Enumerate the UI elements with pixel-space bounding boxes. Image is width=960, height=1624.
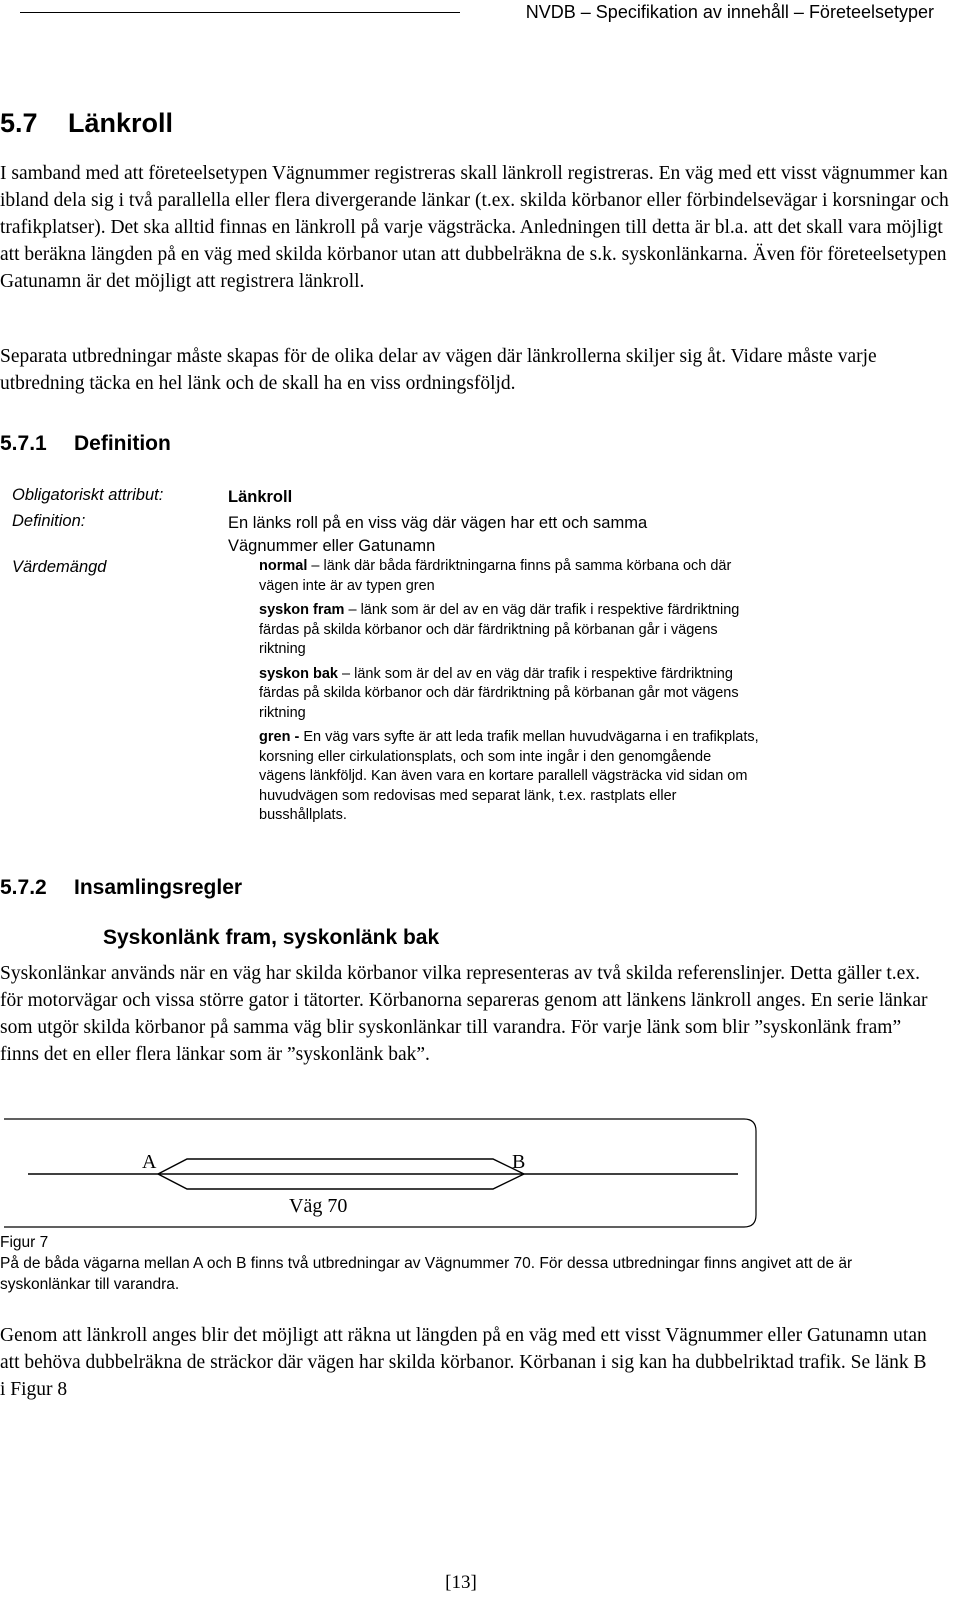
value-item-gren [259, 728, 759, 826]
figure-caption-text: På de båda vägarna mellan A och B finns två utbredningar av Vägnummer 70. För dessa utbredningar finns angivet att de är syskonlänkar till varandra. [0, 1255, 853, 1293]
value-description: länk där båda färdriktningarna finns på samma körbana och där vägen inte är av typen gren [259, 558, 732, 594]
value-term: syskon bak [259, 665, 338, 682]
closing-paragraph: Genom att länkroll anges blir det möjligt att räkna ut längden på en väg med ett visst Vägnummer eller Gatunamn utan att behöva dubbelräkna de sträckor där vägen har skilda körbanor. Körbanan i sig kan ha dubbelriktad trafik. Se länk B i Figur 8 [0, 1325, 927, 1400]
point-a-label: A [142, 1151, 157, 1173]
road-upper-carriageway [158, 1159, 524, 1174]
value-item-syskon-fram: syskon fram – länk som är del av en väg där trafik i respektive färdriktning färdas på skilda körbanor och där färdriktning på körbanan går i vägens riktning [259, 602, 740, 657]
mandatory-attribute-value: Länkroll [228, 488, 293, 506]
collection-number: 5.7.2 [0, 876, 47, 899]
running-header: NVDB – Specifikation av innehåll – Företeelsetyper [525, 2, 934, 22]
mandatory-attribute-label: Obligatoriskt attribut: [12, 486, 164, 504]
extent-paragraph: Separata utbredningar måste skapas för de olika delar av vägen där länkrollerna skiljer sig åt. Vidare måste varje utbredning täcka en hel länk och de skall ha en viss ordningsföljd. [0, 346, 877, 394]
definition-title: Definition [74, 432, 171, 455]
figure-caption-title: Figur 7 [0, 1234, 49, 1251]
section-number: 5.7 [0, 108, 38, 138]
collection-heading [0, 876, 242, 900]
value-description: länk som är del av en väg där trafik i respektive färdriktning färdas på skilda körbanor och där färdriktning på körbanan går i vägens riktning [259, 602, 740, 657]
definition-heading [0, 432, 171, 456]
section-title: Länkroll [68, 108, 174, 138]
value-range-label: Värdemängd [12, 558, 107, 576]
intro-paragraph: I samband med att företeelsetypen Vägnummer registreras skall länkroll registreras. En väg med ett visst vägnummer kan ibland dela sig i två parallella eller flera divergerande länkar (t.ex. skilda körbanor eller förbindelsevägar i korsningar och trafikplatser). Det ska alltid finnas en länkroll på varje vägsträcka. Anledningen till detta är bl.a. att det skall vara möjligt att beräkna längden på en väg med skilda körbanor utan att dubbelräkna de s.k. syskonlänkarna. Även för företeelsetypen Gatunamn är det möjligt att registrera länkroll. [0, 163, 949, 292]
value-term: gren - [259, 729, 300, 745]
definition-value: En länks roll på en viss väg där vägen har ett och samma Vägnummer eller Gatunamn [228, 514, 648, 555]
definition-label: Definition: [12, 512, 86, 530]
road-label: Väg 70 [289, 1195, 348, 1217]
value-description: En väg vars syfte är att leda trafik mellan huvudvägarna i en trafikplats, korsning eller cirkulationsplats, och som inte ingår i den genomgående vägens länkföljd. Kan även vara en kortare parallell vägsträcka vid sidan om huvudvägen som redovisas med separat länk, t.ex. rastplats eller busshållplats. [259, 729, 759, 823]
road-lower-carriageway [158, 1174, 524, 1189]
value-range-list [259, 557, 759, 831]
figure-7-diagram [0, 1115, 960, 1230]
figure-frame [4, 1119, 756, 1227]
subheading: Syskonlänk fram, syskonlänk bak [103, 926, 440, 949]
header-rule [20, 12, 460, 13]
value-term: syskon fram [259, 602, 345, 618]
definition-number: 5.7.1 [0, 432, 47, 455]
value-description: länk som är del av en väg där trafik i respektive färdriktning färdas på skilda körbanor och där färdriktning på körbanan går mot vägens riktning [259, 665, 739, 721]
sibling-links-paragraph: Syskonlänkar används när en väg har skilda körbanor vilka representeras av två skilda referenslinjer. Detta gäller t.ex. för motorvägar och vissa större gator i tätorter. Körbanorna separeras genom att länkens länkroll anges. En serie länkar som utgör skilda körbanor på samma väg blir syskonlänkar till varandra. För varje länk som blir ”syskonlänk fram” finns det en eller flera länkar som är ”syskonlänk bak”. [0, 963, 928, 1065]
point-b-label: B [512, 1151, 526, 1173]
page-number: [13] [445, 1572, 477, 1593]
value-item-syskon-bak: syskon bak – länk som är del av en väg där trafik i respektive färdriktning färdas på skilda körbanor och där färdriktning på körbanan går mot vägens riktning [259, 665, 739, 721]
collection-title: Insamlingsregler [74, 876, 243, 899]
value-term: normal [259, 558, 308, 574]
section-heading [0, 108, 173, 139]
value-item-normal: normal – länk där båda färdriktningarna finns på samma körbana och där vägen inte är av typen gren [259, 558, 732, 594]
